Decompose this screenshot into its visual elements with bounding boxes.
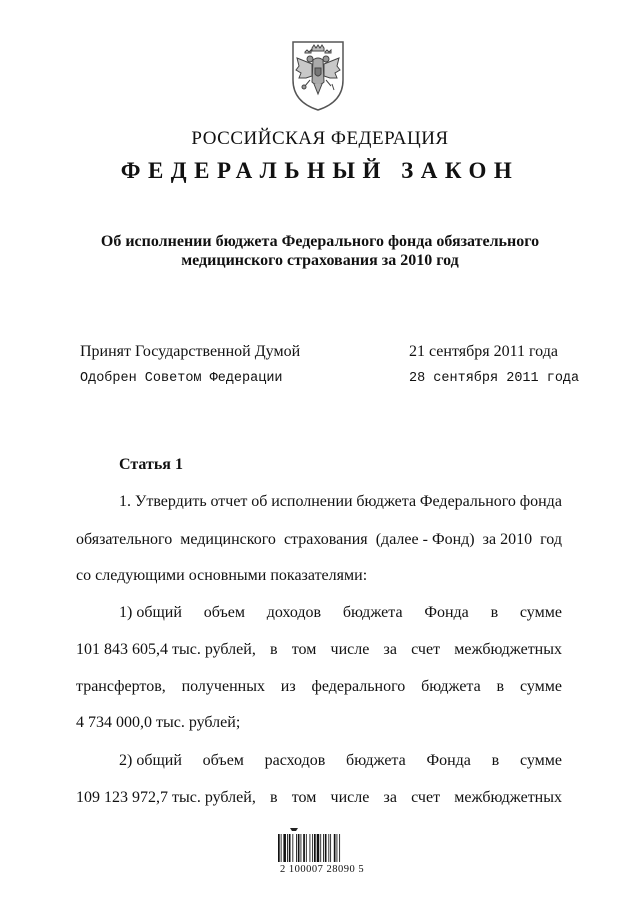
article-word: числе (330, 789, 370, 806)
article-word: 1) общий (119, 604, 182, 621)
barcode-bar (298, 834, 300, 862)
law-subject-line-2: медицинского страхования за 2010 год (181, 252, 459, 269)
barcode-bar (314, 834, 316, 862)
article-word: со следующими основными показателями: (76, 567, 368, 584)
article-line (76, 678, 562, 696)
article-word: том (291, 641, 317, 658)
article-word: год (540, 531, 562, 548)
article-word: доходов (266, 604, 322, 621)
barcode-bar (278, 834, 280, 862)
article-word: объем (202, 752, 244, 769)
barcode-bar (330, 834, 331, 862)
article-word: счет (411, 789, 441, 806)
article-word: сумме (519, 752, 562, 769)
article-word: Фонда (426, 752, 471, 769)
article-word: за (383, 641, 397, 658)
adopted-by-duma-date: 21 сентября 2011 года (409, 343, 558, 360)
article-word: трансфертов, (76, 678, 166, 695)
law-subject-line-1: Об исполнении бюджета Федерального фонда обязательного (100, 233, 540, 250)
barcode-bar (320, 834, 321, 862)
approved-by-federation-council-date: 28 сентября 2011 года (409, 371, 580, 386)
barcode-bar (310, 834, 311, 862)
article-word: бюджета (342, 604, 403, 621)
article-word: бюджета (421, 678, 481, 695)
article-line (76, 789, 562, 807)
barcode-bar (337, 834, 338, 862)
article-word: федерального (311, 678, 406, 695)
barcode-bar (303, 834, 305, 862)
barcode-bar (281, 834, 282, 862)
article-word: обязательного (76, 531, 173, 548)
article-heading: Статья 1 (119, 456, 183, 473)
article-word: в (270, 789, 278, 806)
article-word: 4 734 000,0 тыс. рублей; (76, 714, 241, 731)
barcode-bar (283, 834, 286, 862)
article-word: в (496, 678, 505, 695)
article-word: в (270, 641, 278, 658)
article-word: 1. Утвердить (119, 493, 207, 510)
article-word: 109 123 972,7 тыс. рублей, (76, 789, 256, 806)
barcode-bar (296, 834, 297, 862)
article-word: том (291, 789, 317, 806)
barcode-bar (301, 834, 302, 862)
article-line (76, 567, 562, 585)
article-word: из (280, 678, 296, 695)
barcode-bar (312, 834, 313, 862)
barcode-bar (292, 834, 293, 862)
article-line (119, 604, 562, 622)
article-word: Фонда (424, 604, 469, 621)
article-word: медицинского (180, 531, 276, 548)
barcode-bar (339, 834, 340, 862)
barcode-bar (317, 834, 320, 862)
article-line (119, 752, 562, 770)
law-subject (0, 232, 640, 270)
article-word: 2) общий (119, 752, 182, 769)
adopted-by-duma-label: Принят Государственной Думой (80, 343, 301, 360)
article-word: числе (330, 641, 370, 658)
document-type: ФЕДЕРАЛЬНЫЙ ЗАКОН (120, 158, 520, 183)
article-word: счет (411, 641, 441, 658)
article-word: страхования (283, 531, 368, 548)
approved-by-federation-council-label: Одобрен Советом Федерации (80, 371, 283, 386)
barcode-bar (289, 834, 291, 862)
barcode-bar (325, 834, 327, 862)
article-word: (далее - Фонд) (375, 531, 475, 548)
article-line (76, 714, 562, 732)
article-word: межбюджетных (454, 789, 562, 806)
article-line (76, 531, 562, 549)
article-line (119, 493, 562, 511)
article-word: отчет (210, 493, 248, 510)
country-name: РОССИЙСКАЯ ФЕДЕРАЦИЯ (191, 128, 449, 149)
barcode-bar (306, 834, 307, 862)
article-word: полученных (181, 678, 265, 695)
article-word: межбюджетных (454, 641, 562, 658)
article-line (76, 641, 562, 659)
article-word: 101 843 605,4 тыс. рублей, (76, 641, 256, 658)
article-word: об (251, 493, 268, 510)
article-word: за (383, 789, 397, 806)
article-word: объем (203, 604, 245, 621)
article-word: Федерального (419, 493, 516, 510)
barcode-bar (323, 834, 324, 862)
article-word: расходов (264, 752, 326, 769)
article-word: сумме (519, 678, 562, 695)
barcode-bar (328, 834, 329, 862)
article-word: сумме (519, 604, 562, 621)
article-word: в (490, 604, 499, 621)
article-word: фонда (519, 493, 562, 510)
barcode-number: 2 100007 28090 5 (279, 864, 365, 875)
article-word: за 2010 (482, 531, 533, 548)
article-word: в (491, 752, 500, 769)
article-word: исполнении (271, 493, 353, 510)
article-word: бюджета (346, 752, 406, 769)
barcode-bar (334, 834, 336, 862)
barcode-bar (287, 834, 288, 862)
russian-coat-of-arms-icon (291, 40, 345, 112)
article-word: бюджета (356, 493, 417, 510)
